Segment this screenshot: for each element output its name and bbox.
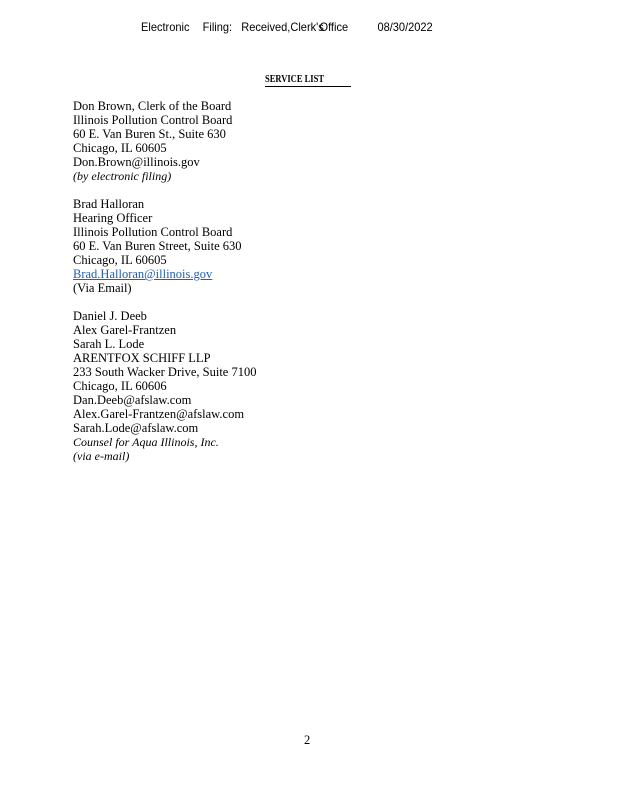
recipient-email: Alex.Garel-Frantzen@afslaw.com	[73, 407, 245, 421]
header-electronic: Electronic	[141, 20, 190, 34]
recipient-name: Brad Halloran	[73, 197, 145, 211]
recipient-organization: Illinois Pollution Control Board	[73, 113, 233, 127]
header-office: Office	[319, 20, 349, 34]
header-received-clerks: Received,Clerk's	[241, 20, 324, 34]
recipient-name: Alex Garel-Frantzen	[73, 323, 177, 337]
recipient-email-link[interactable]: Brad.Halloran@illinois.gov	[73, 267, 213, 281]
recipient-email: Sarah.Lode@afslaw.com	[73, 421, 199, 435]
service-list-title	[265, 74, 351, 87]
delivery-note: (by electronic filing)	[73, 169, 172, 183]
service-list-title-text: SERVICE LIST	[265, 74, 324, 85]
recipient-email: Dan.Deeb@afslaw.com	[73, 393, 192, 407]
delivery-method: (Via Email)	[73, 281, 132, 295]
recipient-email: Don.Brown@illinois.gov	[73, 155, 200, 169]
recipient-block-counsel	[73, 309, 256, 463]
header-date: 08/30/2022	[377, 20, 433, 34]
recipient-name: Sarah L. Lode	[73, 337, 145, 351]
recipient-city: Chicago, IL 60606	[73, 379, 167, 393]
recipient-block-clerk	[73, 99, 256, 183]
service-list-body	[73, 99, 256, 477]
recipient-organization: Illinois Pollution Control Board	[73, 225, 233, 239]
counsel-note: Counsel for Aqua Illinois, Inc.	[73, 435, 219, 449]
page-number: 2	[304, 733, 311, 747]
recipient-city: Chicago, IL 60605	[73, 253, 167, 267]
recipient-street: 233 South Wacker Drive, Suite 7100	[73, 365, 257, 379]
recipient-name: Daniel J. Deeb	[73, 309, 147, 323]
recipient-firm: ARENTFOX SCHIFF LLP	[73, 351, 211, 365]
header-filing: Filing:	[202, 20, 233, 34]
delivery-note: (via e-mail)	[73, 449, 130, 463]
filing-stamp-header	[141, 20, 433, 34]
recipient-city: Chicago, IL 60605	[73, 141, 167, 155]
recipient-block-hearing-officer	[73, 197, 256, 295]
recipient-street: 60 E. Van Buren Street, Suite 630	[73, 239, 242, 253]
recipient-name: Don Brown, Clerk of the Board	[73, 99, 232, 113]
recipient-title: Hearing Officer	[73, 211, 153, 225]
recipient-street: 60 E. Van Buren St., Suite 630	[73, 127, 226, 141]
